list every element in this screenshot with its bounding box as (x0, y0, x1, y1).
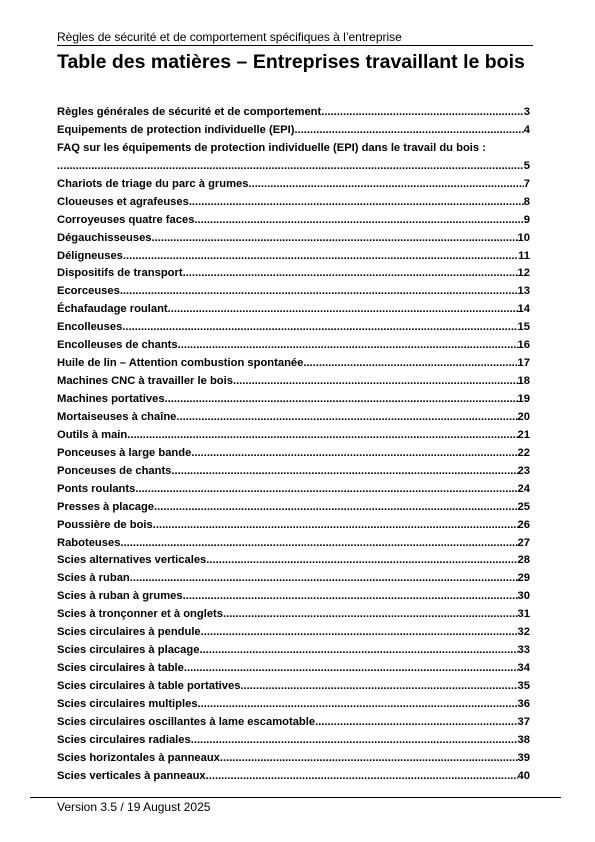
toc-entry-label: Scies circulaires à table (57, 662, 184, 675)
toc-entry-label: Scies horizontales à panneaux (57, 751, 220, 764)
toc-leader-dots (198, 698, 518, 712)
toc-entry[interactable] (57, 321, 530, 339)
toc-entry[interactable] (57, 142, 530, 178)
toc-entry-page: 37 (517, 715, 530, 728)
toc-entry[interactable] (57, 572, 530, 590)
toc-entry[interactable] (57, 303, 530, 321)
toc-entry[interactable] (57, 357, 530, 375)
toc-entry-label: Outils à main (57, 428, 128, 441)
toc-leader-dots (123, 250, 518, 264)
toc-entry[interactable] (57, 752, 530, 770)
toc-entry-label: Scies à ruban à grumes (57, 590, 183, 603)
toc-entry[interactable] (57, 250, 530, 268)
toc-entry[interactable] (57, 267, 530, 285)
toc-entry[interactable] (57, 178, 530, 196)
toc-entry[interactable] (57, 554, 530, 572)
toc-entry-label: Mortaiseuses à chaîne (57, 410, 177, 423)
toc-entry[interactable] (57, 716, 530, 734)
toc-entry-label: Scies verticales à panneaux (57, 769, 206, 782)
toc-entry-page: 14 (517, 303, 530, 316)
toc-entry-page: 33 (517, 644, 530, 657)
toc-entry[interactable] (57, 106, 530, 124)
toc-entry-label: Scies alternatives verticales (57, 554, 207, 567)
toc-entry-page: 32 (517, 626, 530, 639)
toc-entry-label: Ponceuses de chants (57, 464, 172, 477)
toc-entry-label: Scies circulaires oscillantes à lame escamotable (57, 715, 316, 728)
toc-entry-label: Scies circulaires radiales (57, 733, 191, 746)
toc-entry-page: 16 (517, 339, 530, 352)
toc-entry[interactable] (57, 375, 530, 393)
toc-leader-dots (120, 537, 517, 551)
toc-leader-dots (168, 303, 518, 317)
toc-entry-page: 4 (523, 123, 530, 136)
toc-entry-page: 17 (517, 357, 530, 370)
toc-leader-dots (120, 285, 518, 299)
toc-entry-page: 24 (517, 482, 530, 495)
running-header: Règles de sécurité et de comportement spécifiques à l’entreprise (57, 30, 533, 46)
toc-entry[interactable] (57, 734, 530, 752)
toc-leader-dots (303, 357, 517, 371)
toc-entry-page: 30 (517, 590, 530, 603)
toc-leader-dots (57, 160, 524, 174)
toc-entry-label: Scies à tronçonner et à onglets (57, 608, 223, 621)
toc-entry[interactable] (57, 285, 530, 303)
toc-entry[interactable] (57, 447, 530, 465)
toc-entry[interactable] (57, 590, 530, 608)
toc-entry-page: 34 (517, 662, 530, 675)
toc-entry-label: Scies circulaires à table portatives (57, 680, 241, 693)
toc-entry-page: 9 (523, 213, 530, 226)
toc-leader-dots (178, 339, 518, 353)
toc-leader-dots (171, 465, 517, 479)
toc-entry-label: Encolleuses (57, 321, 123, 334)
toc-entry-label: Scies circulaires multiples (57, 697, 198, 710)
toc-entry-page: 27 (517, 536, 530, 549)
toc-entry[interactable] (57, 124, 530, 142)
toc-entry-label: Déligneuses (57, 249, 123, 262)
toc-entry[interactable] (57, 393, 530, 411)
toc-leader-dots (321, 106, 524, 120)
toc-entry-page: 7 (523, 177, 530, 190)
toc-entry-page: 12 (517, 267, 530, 280)
toc-entry[interactable] (57, 644, 530, 662)
toc-leader-dots (122, 321, 517, 335)
toc-entry[interactable] (57, 339, 530, 357)
toc-leader-dots (201, 626, 518, 640)
toc-leader-dots (153, 519, 518, 533)
toc-leader-dots (233, 375, 518, 389)
toc-entry-page: 20 (517, 410, 530, 423)
toc-entry-label: Raboteuses (57, 536, 121, 549)
toc-entry-page: 3 (523, 106, 530, 118)
toc-leader-dots (183, 590, 518, 604)
toc-entry[interactable] (57, 465, 530, 483)
toc-entry-label: Chariots de triage du parc à grumes (57, 177, 249, 190)
toc-entry-page: 38 (517, 733, 530, 746)
toc-entry-label: Scies à ruban (57, 572, 130, 585)
toc-entry[interactable] (57, 680, 530, 698)
toc-entry-page: 40 (517, 769, 530, 782)
toc-leader-dots (240, 680, 517, 694)
page-title: Table des matières – Entreprises travaillant le bois (57, 51, 525, 73)
toc-entry[interactable] (57, 519, 530, 537)
toc-leader-dots (189, 196, 524, 210)
toc-leader-dots (127, 429, 517, 443)
toc-entry-page: 5 (523, 159, 530, 172)
toc-entry-label: Ecorceuses (57, 285, 120, 298)
toc-entry-label: Corroyeuses quatre faces (57, 213, 195, 226)
toc-entry[interactable] (57, 662, 530, 680)
toc-entry-label: Presses à placage (57, 500, 155, 513)
toc-entry-label: FAQ sur les équipements de protection individuelle (EPI) dans le travail du bois : (57, 141, 486, 154)
toc-entry-page: 29 (517, 572, 530, 585)
toc-entry-page: 36 (517, 697, 530, 710)
toc-entry[interactable] (57, 196, 530, 214)
toc-leader-dots (152, 232, 518, 246)
toc-entry-page: 28 (517, 554, 530, 567)
toc-entry-page: 25 (517, 500, 530, 513)
toc-entry-page: 39 (517, 751, 530, 764)
toc-entry-label: Échafaudage roulant (57, 303, 168, 316)
toc-entry-page: 13 (517, 285, 530, 298)
toc-entry-label: Règles générales de sécurité et de comportement (57, 106, 322, 118)
toc-entry-label: Poussière de bois (57, 518, 153, 531)
toc-leader-dots (165, 393, 518, 407)
toc-entry[interactable] (57, 429, 530, 447)
toc-leader-dots (206, 770, 518, 784)
toc-entry[interactable] (57, 214, 530, 232)
toc-entry-label: Cloueuses et agrafeuses (57, 195, 189, 208)
toc-entry-page: 26 (517, 518, 530, 531)
toc-entry-page: 19 (517, 393, 530, 406)
toc-leader-dots (184, 662, 518, 676)
page-footer (30, 797, 561, 814)
toc-entry-page: 18 (517, 375, 530, 388)
toc-leader-dots (135, 483, 517, 497)
toc-entry-page: 31 (517, 608, 530, 621)
toc-entry-page: 10 (517, 231, 530, 244)
toc-entry[interactable] (57, 770, 530, 788)
toc-leader-dots (248, 178, 523, 192)
toc-leader-dots (191, 447, 517, 461)
toc-entry-label: Machines portatives (57, 393, 165, 406)
toc-leader-dots (194, 214, 523, 228)
toc-entry-label: Dégauchisseuses (57, 231, 152, 244)
toc-entry-label: Scies circulaires à pendule (57, 626, 201, 639)
toc-entry[interactable] (57, 537, 530, 555)
toc-leader-dots (176, 411, 517, 425)
toc-entry[interactable] (57, 411, 530, 429)
toc-entry-label: Ponts roulants (57, 482, 136, 495)
toc-leader-dots (223, 608, 518, 622)
toc-entry-page: 35 (517, 680, 530, 693)
toc-leader-dots (199, 644, 517, 658)
toc-entry-page: 11 (518, 249, 530, 262)
version-label: Version 3.5 / 19 August 2025 (57, 800, 211, 814)
toc-leader-dots (206, 554, 517, 568)
toc-entry-label: Equipements de protection individuelle (EPI) (57, 123, 295, 136)
toc-leader-dots (130, 572, 518, 586)
toc-entry-page: 8 (523, 195, 530, 208)
toc-entry[interactable] (57, 626, 530, 644)
table-of-contents (57, 106, 530, 788)
toc-entry-page: 21 (517, 428, 530, 441)
toc-entry-label: Ponceuses à large bande (57, 446, 192, 459)
toc-entry-page: 23 (517, 464, 530, 477)
toc-entry[interactable] (57, 698, 530, 716)
toc-leader-dots (315, 716, 517, 730)
toc-entry-page: 22 (517, 446, 530, 459)
toc-leader-dots (183, 267, 518, 281)
toc-entry-label: Scies circulaires à placage (57, 644, 200, 657)
toc-entry-label: Huile de lin – Attention combustion spontanée (57, 357, 304, 370)
toc-leader-dots (154, 501, 518, 515)
toc-entry[interactable] (57, 232, 530, 250)
toc-leader-dots (220, 752, 518, 766)
toc-entry[interactable] (57, 483, 530, 501)
toc-entry[interactable] (57, 608, 530, 626)
toc-entry-label: Encolleuses de chants (57, 339, 178, 352)
toc-entry-page: 15 (517, 321, 530, 334)
toc-entry[interactable] (57, 501, 530, 519)
toc-leader-dots (294, 124, 523, 138)
toc-entry-label: Machines CNC à travailler le bois (57, 375, 233, 388)
toc-entry-label: Dispositifs de transport (57, 267, 183, 280)
toc-leader-dots (191, 734, 518, 748)
